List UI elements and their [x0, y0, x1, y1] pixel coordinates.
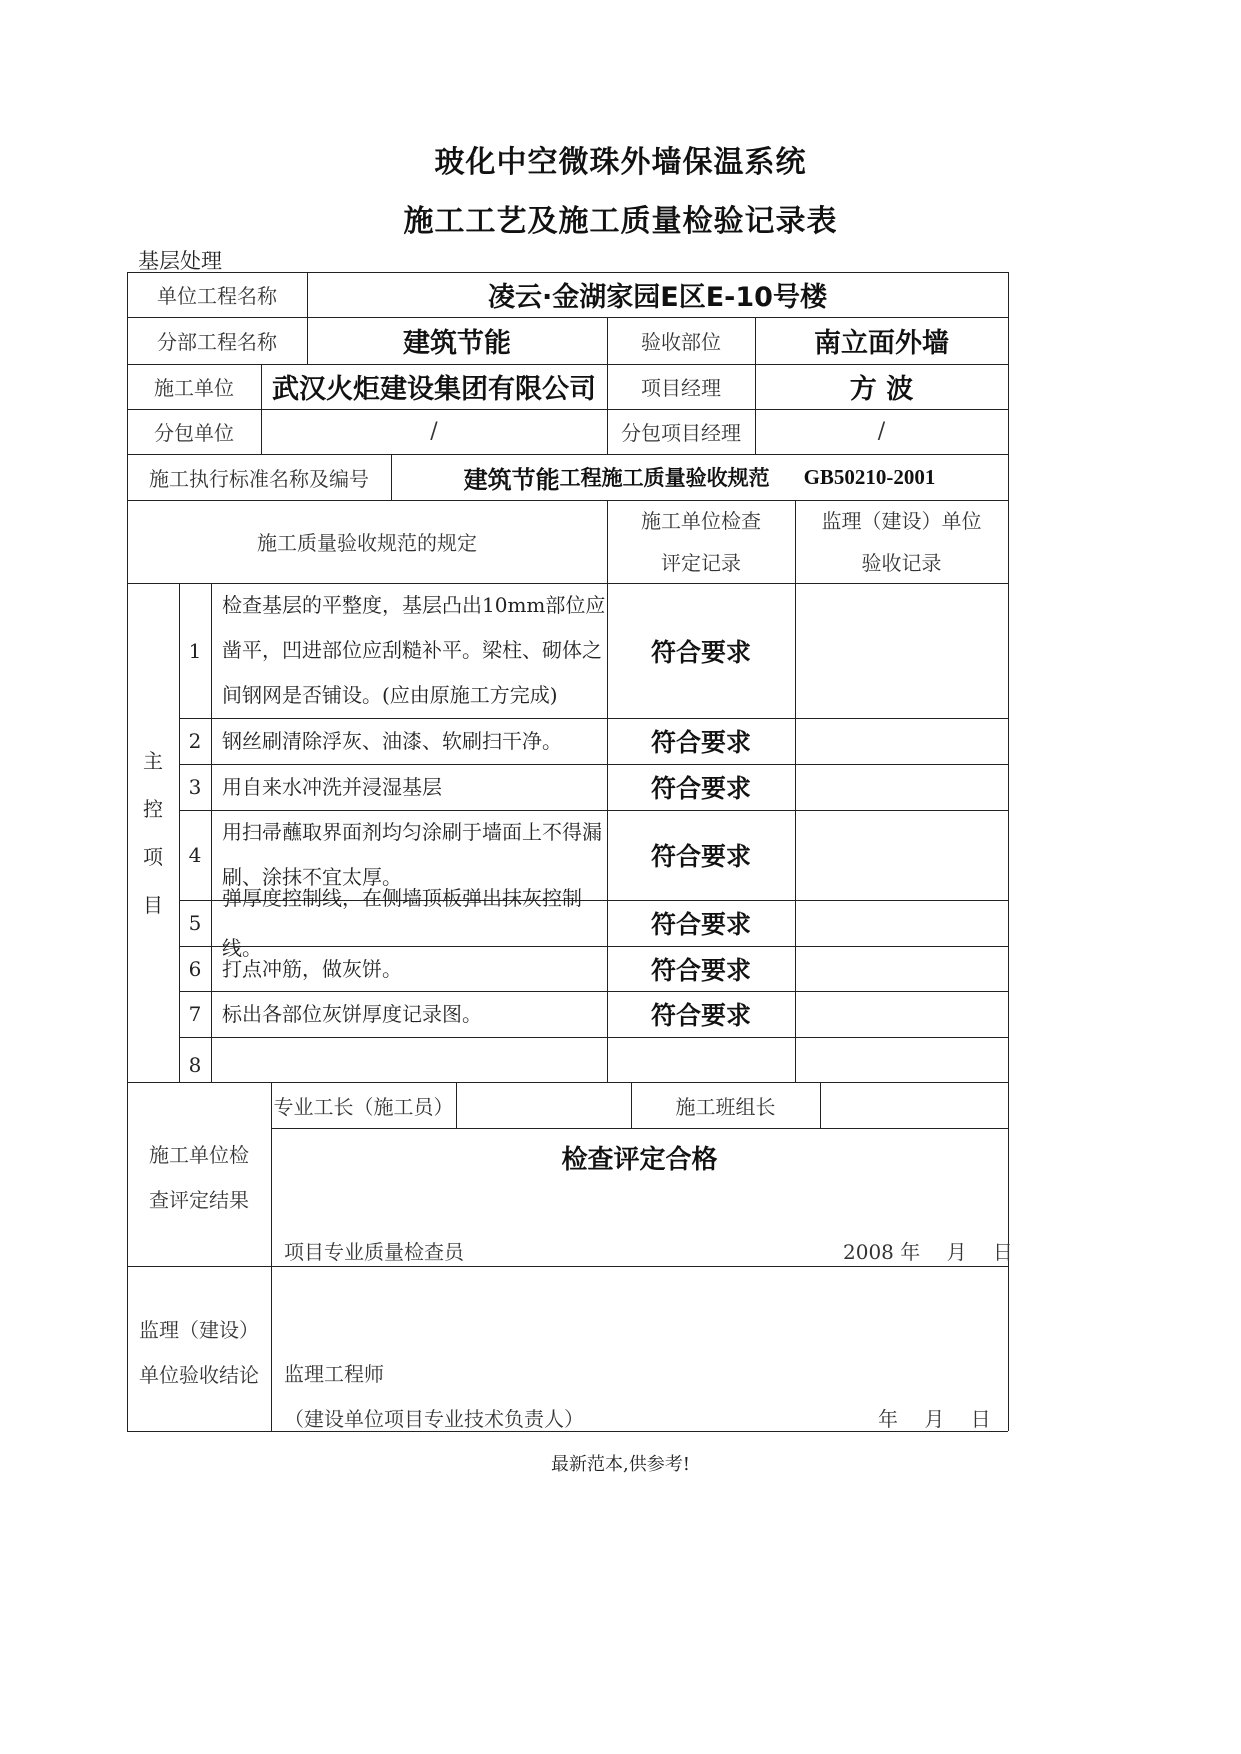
- item-result: 符合要求: [650, 910, 751, 939]
- main-control-char: 目: [143, 892, 163, 917]
- item-number: 7: [188, 1002, 202, 1026]
- team-leader-label-cell: [631, 1082, 820, 1128]
- main-control-char: 主: [143, 748, 163, 773]
- conclusion-cell: [271, 1136, 1008, 1178]
- standard-label-cell: [127, 454, 391, 500]
- standard-value-b: 工程施工质量验收规范: [559, 466, 770, 490]
- item-result: 符合要求: [650, 1001, 751, 1030]
- item-number: 1: [188, 638, 202, 663]
- contractor-value-cell: [261, 364, 607, 409]
- section-label: 基层处理: [138, 249, 222, 273]
- item-result: 符合要求: [650, 728, 751, 757]
- item-result: 符合要求: [650, 842, 751, 871]
- contractor-result-label: 施工单位检 查评定结果: [149, 1143, 249, 1212]
- team-leader-label: 施工班组长: [675, 1094, 776, 1119]
- contractor-check-header-2: 评定记录: [661, 550, 741, 575]
- contractor-value: 武汉火炬建设集团有限公司: [272, 374, 596, 405]
- acceptance-part-value: 南立面外墙: [814, 328, 949, 359]
- item-result: 符合要求: [650, 955, 751, 985]
- sub-project-value-cell: [307, 317, 607, 364]
- inspector-label: 项目专业质量检查员: [284, 1240, 464, 1264]
- item-number: 4: [188, 843, 202, 867]
- spec-header-cell: [127, 500, 607, 583]
- pm-label: 项目经理: [641, 376, 721, 400]
- standard-label: 施工执行标准名称及编号: [149, 466, 369, 491]
- supervisor-header-2: 验收记录: [861, 550, 942, 575]
- unit-project-value-cell: [307, 272, 1008, 317]
- subcontractor-value-cell: [261, 409, 607, 454]
- item-description: 标出各部位灰饼厚度记录图。: [222, 1002, 482, 1026]
- main-control-label: [127, 583, 179, 1082]
- sub-pm-value-cell: [755, 409, 1008, 454]
- pm-value: 方 波: [849, 374, 914, 405]
- subcontractor-value: /: [430, 419, 438, 444]
- sub-project-label: 分部工程名称: [157, 330, 277, 354]
- standard-value-cell: [391, 454, 1008, 500]
- standard-value-a: 建筑节能: [463, 465, 560, 494]
- contractor-label: 施工单位: [154, 376, 234, 400]
- sub-project-label-cell: [127, 317, 307, 364]
- item-description: 打点冲筋，做灰饼。: [222, 956, 402, 981]
- item-number: 2: [188, 729, 202, 753]
- subcontractor-label-cell: [127, 409, 261, 454]
- supervisor-date: 年 月 日: [878, 1407, 991, 1431]
- owner-representative-label: （建设单位项目专业技术负责人）: [284, 1407, 584, 1431]
- sub-pm-value: /: [877, 419, 886, 444]
- contractor-check-header-cell: [607, 500, 795, 583]
- item-description: 弹厚度控制线，在侧墙顶板弹出抹灰控制线。: [222, 886, 582, 960]
- unit-project-label: 单位工程名称: [157, 284, 277, 308]
- unit-project-label-cell: [127, 272, 307, 317]
- document-title: 玻化中空微珠外墙保温系统: [434, 145, 807, 180]
- item-result: 符合要求: [650, 774, 751, 803]
- item-description: 用扫帚蘸取界面剂均匀涂刷于墙面上不得漏 刷、涂抹不宜太厚。: [222, 820, 602, 889]
- sub-project-value: 建筑节能: [403, 328, 511, 359]
- item-description: 钢丝刷清除浮灰、油漆、软刷扫干净。: [222, 729, 562, 753]
- foreman-label-cell: [271, 1082, 456, 1128]
- item-description: 用自来水冲洗并浸湿基层: [222, 775, 442, 799]
- supervising-engineer-label: 监理工程师: [284, 1362, 384, 1386]
- item-number: 8: [188, 1053, 202, 1077]
- sub-pm-label-cell: [607, 409, 755, 454]
- sub-pm-label: 分包项目经理: [621, 421, 741, 445]
- pm-label-cell: [607, 364, 755, 409]
- subcontractor-label: 分包单位: [154, 421, 234, 445]
- item-description: 检查基层的平整度，基层凸出10mm部位应 凿平，凹进部位应刮糙补平。梁柱、砌体之 间钢网是否铺设。(应由原施工方完成): [222, 593, 606, 707]
- standard-code: GB50210-2001: [803, 464, 936, 489]
- acceptance-part-label: 验收部位: [641, 330, 721, 354]
- item-number: 5: [188, 911, 202, 935]
- main-control-char: 项: [143, 844, 163, 869]
- supervisor-result-label: 监理（建设） 单位验收结论: [139, 1318, 259, 1387]
- item-number: 3: [188, 775, 202, 799]
- foreman-label: 专业工长（施工员）: [273, 1094, 454, 1119]
- item-result: 符合要求: [650, 637, 751, 667]
- supervisor-header-1: 监理（建设）单位: [821, 508, 982, 533]
- conclusion-text: 检查评定合格: [561, 1144, 718, 1175]
- contractor-check-header-1: 施工单位检查: [641, 508, 761, 533]
- pm-value-cell: [755, 364, 1008, 409]
- unit-project-value: 凌云·金湖家园E区E-10号楼: [488, 282, 827, 313]
- acceptance-part-value-cell: [755, 317, 1008, 364]
- acceptance-part-label-cell: [607, 317, 755, 364]
- item-number: 6: [188, 956, 202, 981]
- contractor-label-cell: [127, 364, 261, 409]
- main-control-char: 控: [143, 796, 163, 821]
- footer-note: 最新范本,供参考!: [551, 1454, 690, 1475]
- document-subtitle: 施工工艺及施工质量检验记录表: [403, 204, 838, 239]
- supervisor-header-cell: [795, 500, 1008, 583]
- spec-header: 施工质量验收规范的规定: [257, 531, 477, 555]
- contractor-date: 2008 年 月 日: [843, 1240, 1013, 1264]
